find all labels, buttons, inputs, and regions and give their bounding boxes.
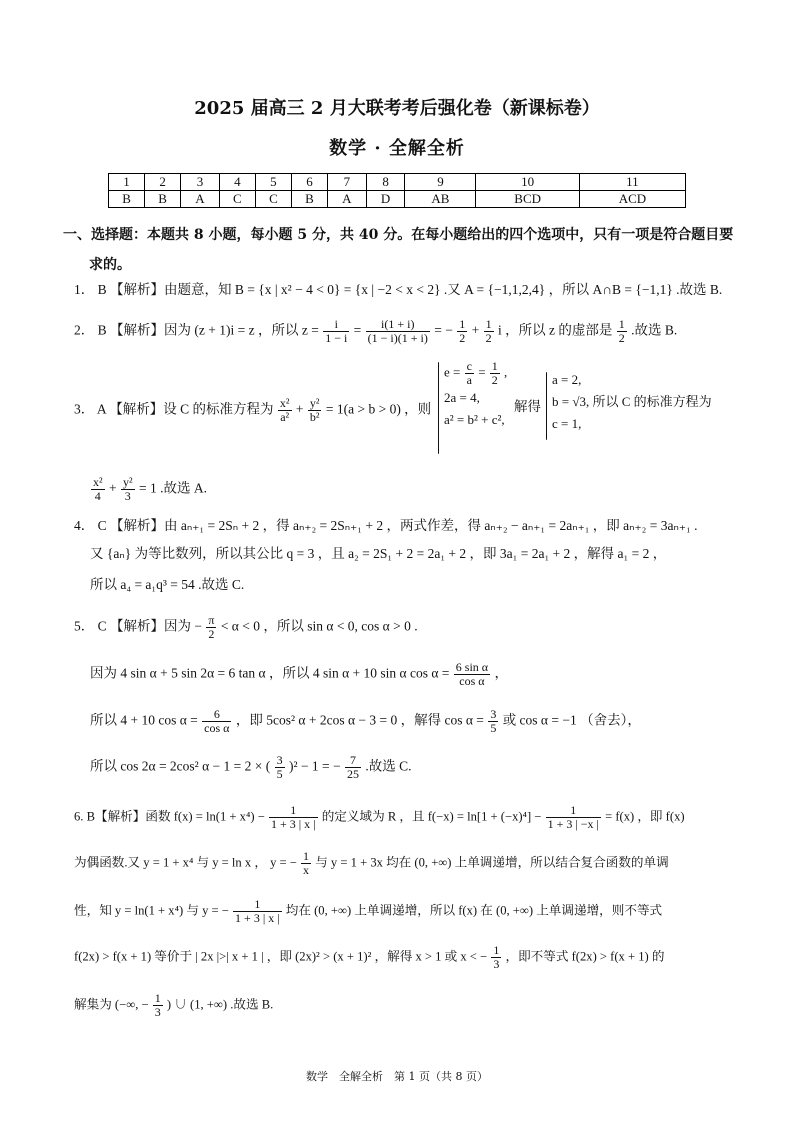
frac-den: 2 [485,331,492,345]
q3-text: 3． A 【解析】设 C 的标准方程为 [74,401,274,417]
q6-frac [491,944,501,971]
answer-cell: A [181,191,220,208]
q6-text: 性，知 y = ln(1 + x⁴) 与 y = − [74,903,229,918]
q5-frac [275,754,285,781]
q6-text: 6. B【解析】函数 f(x) = ln(1 + x⁴) − [74,809,265,824]
frac-den: 1 + 3 | −x | [547,817,599,831]
answer-table [108,173,686,208]
section-heading-line1: 一、选择题：本题共 8 小题，每小题 5 分，共 40 分。在每小题给出的四个选项中，只有一项是符合题目要 [63,227,734,243]
q3-result-row1: a = 2, [552,372,582,387]
answer-cell: AB [405,191,476,208]
answer-cell: BCD [476,191,579,208]
q3-equation-system [444,360,507,431]
answer-cell: B [145,191,181,208]
frac-num: 1 [459,317,466,331]
q6-frac [301,850,311,877]
q6-solution-line4 [74,944,754,971]
q3-result-system [552,369,712,435]
q5-frac [488,708,498,735]
frac-den: cos α [459,674,485,688]
frac-num: 1 [303,849,310,863]
q3-frac1 [278,397,292,424]
q5-frac [454,661,490,688]
q3-text: + [108,480,117,496]
question-number-cell: 4 [219,174,255,191]
q6-frac [546,804,601,831]
frac-num: 1 [154,991,161,1005]
frac-num: 1 [491,359,498,373]
frac-num: 7 [345,754,361,768]
section-heading-line2: 求的。 [89,257,131,273]
q6-text: 与 y = 1 + 3x 均在 (0, +∞) 上单调递增，所以结合复合函数的单调 [315,855,669,870]
frac-den: x [303,863,310,877]
q6-text: 均在 (0, +∞) 上单调递增，所以 f(x) 在 (0, +∞) 上单调递增，则不等式 [285,903,663,918]
frac-den: 5 [276,767,283,781]
q2-frac2 [366,318,430,345]
q1-solution: 1． B 【解析】由题意，知 B = {x | x² − 4 < 0} = {x | −2 < x < 2} .又 A = {−1,1,2,4} ，所以 A∩B = {−1,1} .故选 B. [74,282,723,297]
frac-num: 1 [618,317,625,331]
frac-num: 6 sin α [455,660,489,674]
q6-text: 的定义域为 R ，且 f(−x) = ln[1 + (−x)⁴] − [321,809,542,824]
q6-text: ，即不等式 f(2x) > f(x + 1) 的 [505,949,665,964]
frac-num: 1 [485,317,492,331]
q3-result-row3: c = 1, [552,416,582,431]
question-number-cell: 3 [181,174,220,191]
frac-den: 1 + 3 | x | [270,817,316,831]
question-number-cell: 11 [579,174,685,191]
q5-text: .故选 C. [365,758,412,774]
frac-den: 1 + 3 | x | [235,911,280,925]
q6-text: f(2x) > f(x + 1) 等价于 | 2x |>| x + 1 | ，即 (2x)² > (x + 1)² ，解得 x > 1 或 x < − [74,949,488,964]
q2-frac5 [617,318,627,345]
question-number-cell: 10 [476,174,579,191]
q2-text: .故选 B. [631,322,678,338]
q5-text: 5． C 【解析】因为 − [74,618,202,634]
q3-text: + [295,401,304,417]
frac-num: 3 [490,707,497,721]
q3-system-brace [438,362,439,454]
q2-text: + [471,322,480,338]
question-number-cell: 1 [109,174,145,191]
q3-solution-line2 [90,476,770,503]
frac-den: 5 [490,721,497,735]
q6-text: 为偶函数.又 y = 1 + x⁴ 与 y = ln x ， y = − [74,855,297,870]
answer-cell: C [219,191,255,208]
answer-cell: D [366,191,405,208]
answer-cell: ACD [579,191,685,208]
q3-result-brace [546,372,547,440]
question-number-cell: 5 [255,174,291,191]
q5-text: 所以 4 + 10 cos α = [90,712,198,728]
frac-den: cos α [204,721,230,735]
question-number-cell: 7 [327,174,366,191]
frac-num: 1 [233,898,282,912]
frac-den: 3 [124,489,131,503]
q5-solution-line2 [90,661,770,688]
q2-solution [74,318,754,345]
answer-cell: A [327,191,366,208]
frac-num: 6 [202,708,231,722]
q3-system-row1 [444,360,507,387]
q5-text: < α < 0 ，所以 sin α < 0, cos α > 0 . [220,618,418,634]
answer-cell: B [291,191,327,208]
q3-sys-text: e = [444,364,461,380]
section-heading [63,220,743,280]
frac-den: 2 [459,331,466,345]
frac-num: c [466,359,472,373]
q2-frac1 [323,318,349,345]
frac-den: 4 [94,489,101,503]
frac-num: 1 [546,804,601,818]
frac-den: 1 − i [325,331,348,345]
answer-cell: B [109,191,145,208]
document-title: 2025 届高三 2 月大联考考后强化卷（新课标卷） [194,98,600,119]
q2-text: = − [434,322,453,338]
answer-cell: C [255,191,291,208]
q3-sys-text: , [504,364,508,380]
page-footer: 数学 全解全析 第 1 页（共 8 页） [306,1070,488,1083]
q6-text: ) ∪ (1, +∞) .故选 B. [166,997,274,1012]
frac-num: i(1 + i) [366,318,430,332]
frac-num: x² [279,396,290,410]
frac-den: a [466,373,472,387]
q3-system-row2: 2a = 4, [444,390,480,405]
q3-frac2 [308,397,322,424]
frac-num: π [208,613,215,627]
frac-den: 2 [491,373,498,387]
q5-frac [206,614,216,641]
q5-solution-line1 [74,614,754,641]
frac-den: 2 [618,331,625,345]
frac-num: x² [93,475,103,489]
q3-frac3 [91,476,105,503]
answer-table-numbers-row [109,174,686,191]
q4-solution-line3: 所以 a₄ = a₁q³ = 54 .故选 C. [90,577,245,592]
q6-text: = f(x) ，即 f(x) [605,809,685,824]
q5-text: ，即 5cos² α + 2cos α − 3 = 0 ，解得 cos α = [235,712,484,728]
q5-frac [345,754,361,781]
frac-den: a² [280,410,290,424]
question-number-cell: 9 [405,174,476,191]
q6-frac [269,804,318,831]
frac-num: 1 [269,804,318,818]
q6-frac [233,898,282,925]
q2-frac3 [457,318,467,345]
q3-sys-text: = [478,364,486,380]
q5-solution-line4 [90,754,770,781]
q6-solution-line5 [74,992,754,1019]
document-subtitle: 数学 · 全解全析 [329,138,465,159]
q3-result-row2: b = √3, 所以 C 的标准方程为 [552,394,712,409]
q3-sys-frac1 [465,360,474,387]
question-number-cell: 2 [145,174,181,191]
q2-text: i ，所以 z 的虚部是 [497,322,613,338]
frac-den: 3 [154,1005,161,1019]
q6-solution-line3 [74,898,754,925]
q4-solution-line1: 4． C 【解析】由 aₙ₊₁ = 2Sₙ + 2 ，得 aₙ₊₂ = 2Sₙ₊₁ + 2 ，两式作差，得 aₙ₊₂ − aₙ₊₁ = 2aₙ₊₁ ，即 aₙ₊₂ = 3aₙ₊₁ . [74,518,698,533]
q5-frac [202,708,231,735]
q5-text: 所以 cos 2α = 2cos² α − 1 = 2 × ( [90,758,271,774]
q3-solve-label: 解得 [514,399,541,414]
frac-num: 1 [493,943,500,957]
q3-system-row3: a² = b² + c², [444,412,505,427]
q6-solution-line1 [74,804,754,831]
frac-num: i [323,318,349,332]
q5-text: 因为 4 sin α + 5 sin 2α = 6 tan α ，所以 4 sin α + 10 sin α cos α = [90,665,450,681]
q6-frac [153,992,163,1019]
q2-frac4 [484,318,494,345]
frac-den: 3 [493,957,500,971]
frac-den: 2 [208,627,215,641]
q5-solution-line3 [90,708,770,735]
q3-sys-frac2 [490,360,500,387]
q6-text: 解集为 (−∞, − [74,997,149,1012]
q4-solution-line2: 又 {aₙ} 为等比数列，所以其公比 q = 3 ，且 a₂ = 2S₁ + 2 = 2a₁ + 2 ，即 3a₁ = 2a₁ + 2 ，解得 a₁ = 2 ， [90,546,667,561]
q3-text: = 1 .故选 A. [138,480,207,496]
q5-text: 或 cos α = −1 （舍去）， [502,712,641,728]
q3-text: = 1(a > b > 0) ，则 [325,401,432,417]
frac-den: (1 − i)(1 + i) [367,331,428,345]
frac-num: y² [122,475,133,489]
frac-num: y² [309,396,320,410]
frac-num: 3 [276,753,283,767]
q3-frac4 [121,476,135,503]
frac-den: 25 [347,767,360,781]
answer-table-answers-row [109,191,686,208]
q6-solution-line2 [74,850,754,877]
q2-text: 2． B 【解析】因为 (z + 1)i = z ，所以 z = [74,322,319,338]
question-number-cell: 8 [366,174,405,191]
q5-text: ， [494,665,508,681]
question-number-cell: 6 [291,174,327,191]
frac-den: b² [309,410,320,424]
q5-text: )² − 1 = − [289,758,341,774]
q2-text: = [353,322,362,338]
